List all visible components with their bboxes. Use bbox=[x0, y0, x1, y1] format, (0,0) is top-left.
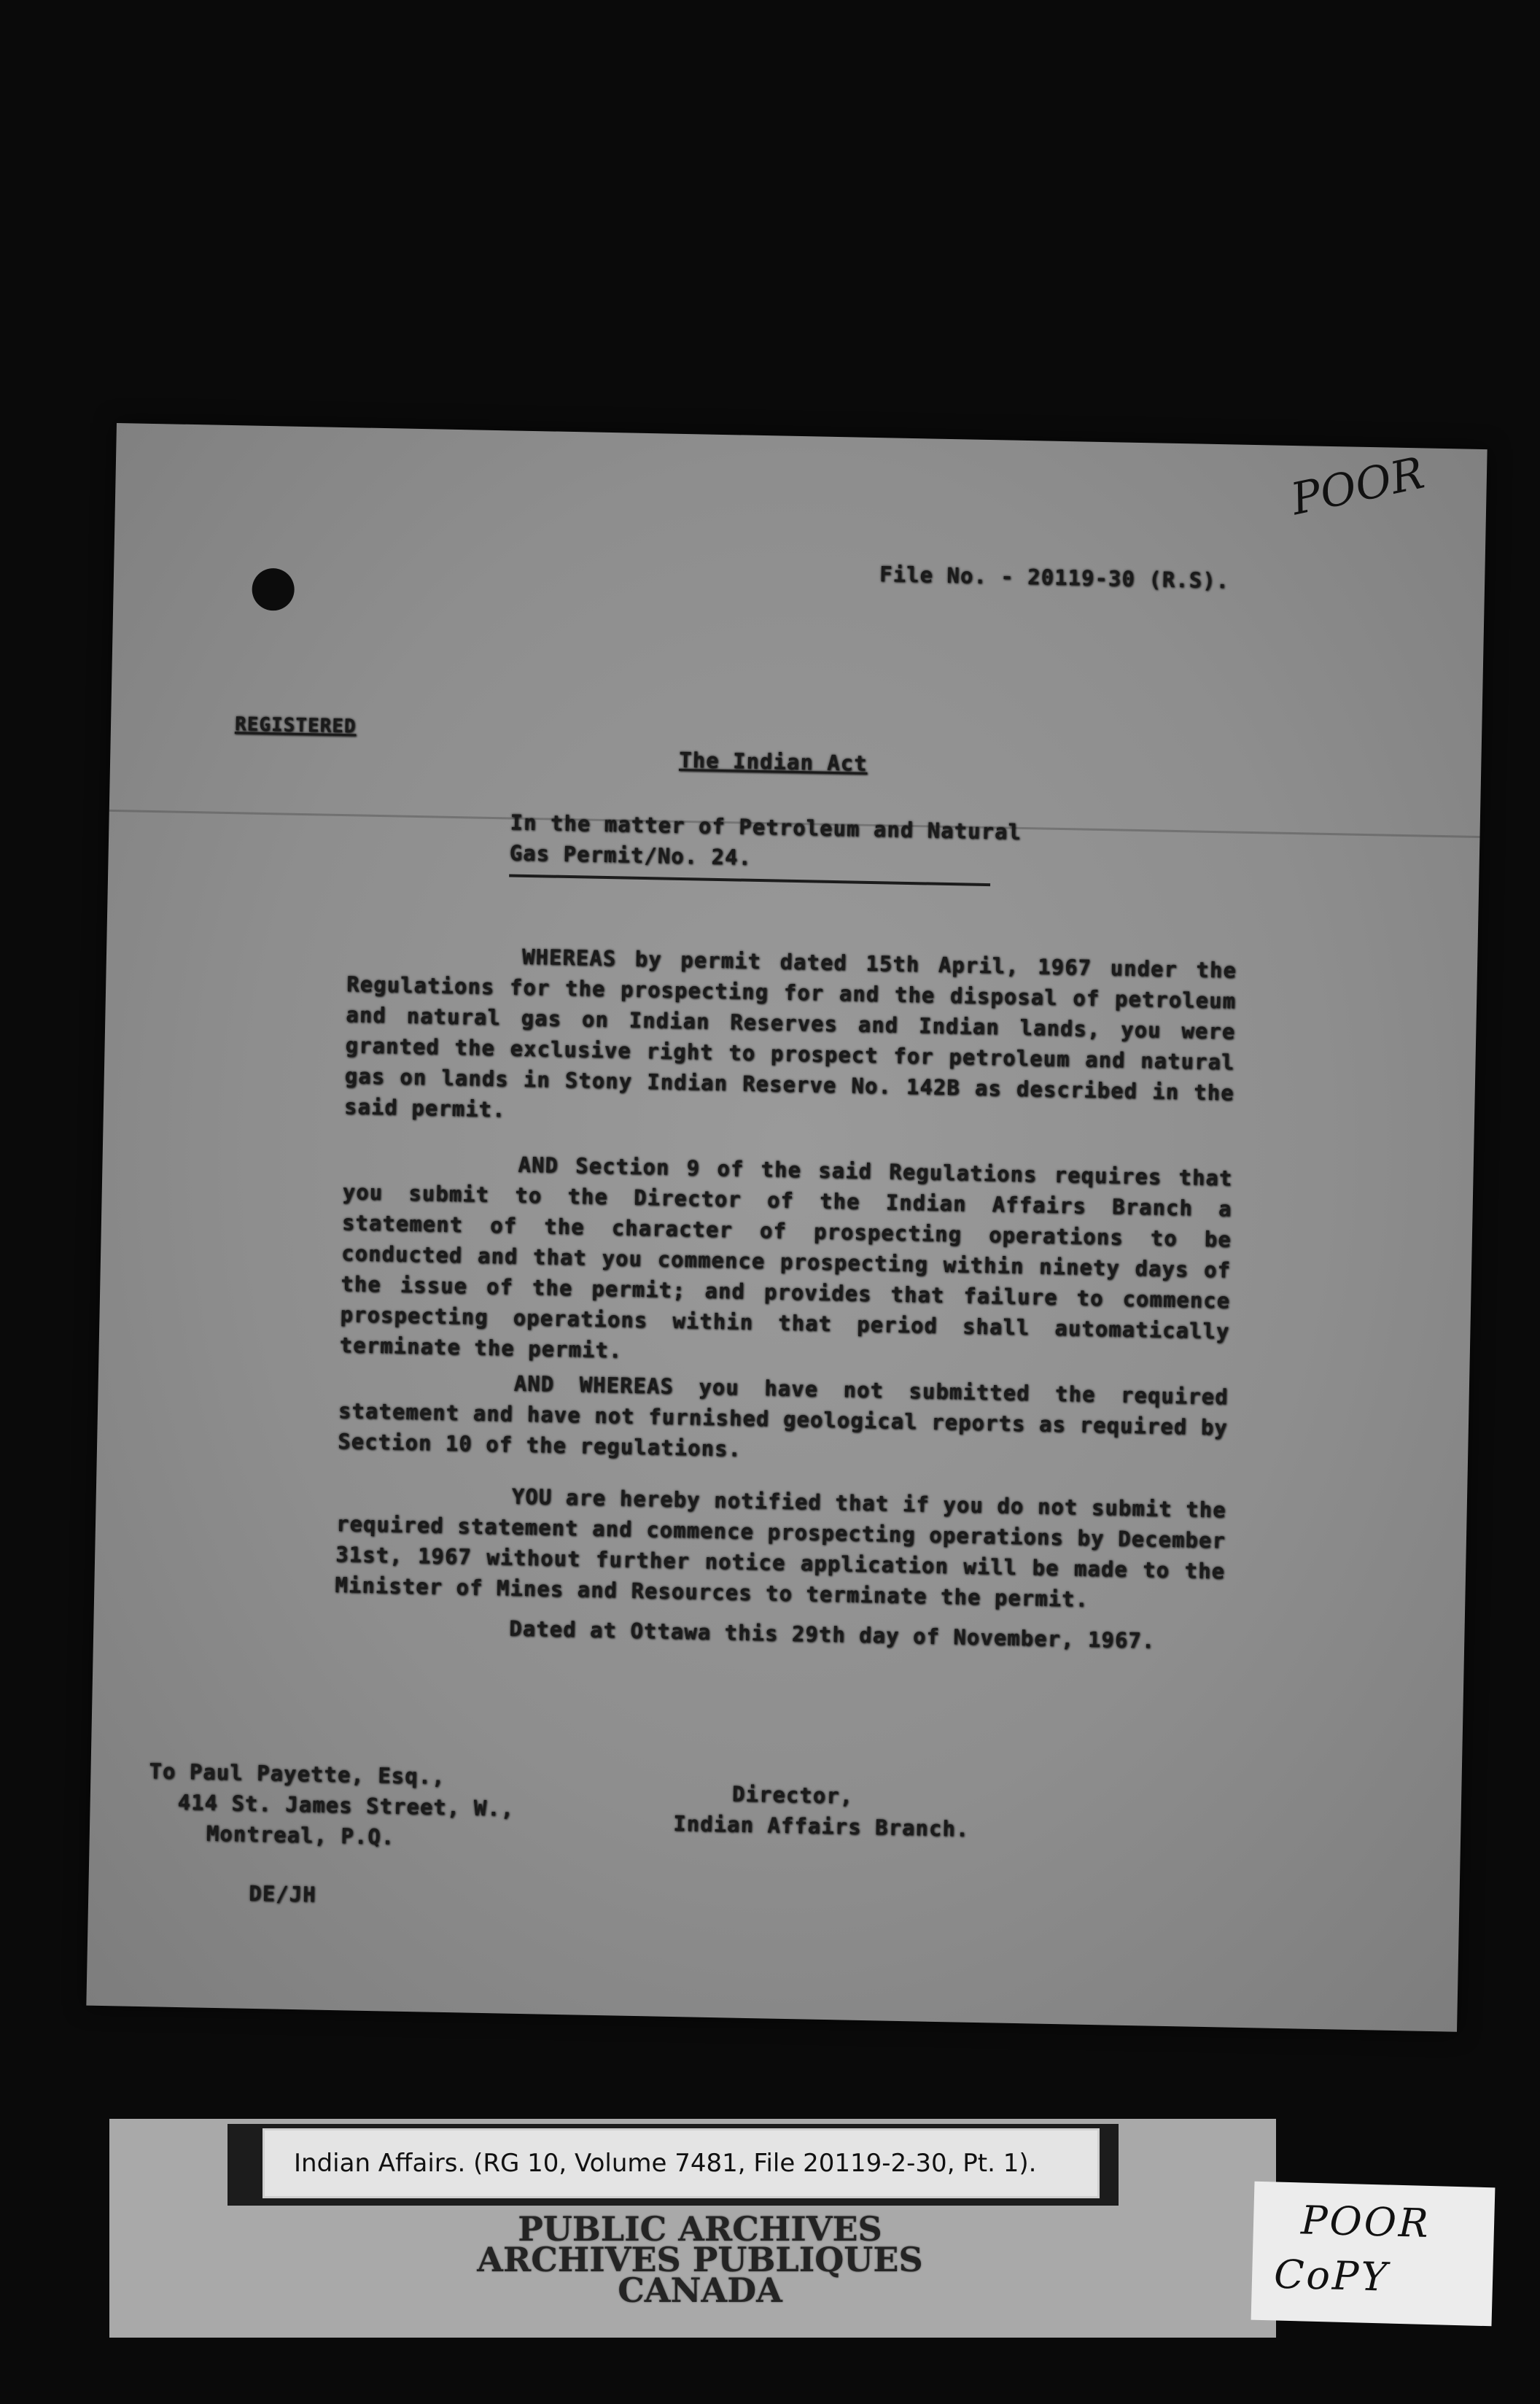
poor-copy-line-2: CoPY bbox=[1273, 2251, 1390, 2300]
archival-reference-label: Indian Affairs. (RG 10, Volume 7481, File 20119-2-30, Pt. 1). bbox=[262, 2128, 1100, 2198]
punch-hole bbox=[252, 568, 295, 611]
addressee-line-2: 414 St. James Street, W., bbox=[177, 1789, 515, 1821]
addressee-line-1: To Paul Payette, Esq., bbox=[149, 1759, 446, 1789]
typed-letter-page bbox=[86, 423, 1487, 2032]
archives-line-2: ARCHIVES PUBLIQUES bbox=[477, 2240, 923, 2279]
paragraph-notice: YOU are hereby notified that if you do not submit the required statement and commence prospecting operations by December 31st, 1967 without further notice application will be made to the Minister of Mines and Resources to terminate the permit. bbox=[335, 1484, 1226, 1612]
paragraph-and-whereas: AND WHEREAS you have not submitted the required statement and have not furnished geological reports as required by Section 10 of the regulations. bbox=[337, 1370, 1229, 1462]
matter-underline bbox=[509, 874, 990, 886]
matter-line-1: In the matter of Petroleum and Natural bbox=[510, 810, 1022, 845]
addressee-line-3: Montreal, P.Q. bbox=[206, 1821, 395, 1850]
stamp-label: REGISTERED bbox=[234, 713, 357, 738]
paragraph-section-9: AND Section 9 of the said Regulations requires that you submit to the Director of the Indian Affairs Branch a statement of the character of prospecting operations to be conducted and that you commence prospecting within ninety days of the issue of the permit; and provides that failure to commence prospecting operations within that period shall automatically terminate the permit. bbox=[339, 1152, 1233, 1363]
initials: DE/JH bbox=[249, 1880, 316, 1907]
signature-title: Director, bbox=[731, 1781, 854, 1809]
matter-line-2: Gas Permit/No. 24. bbox=[509, 840, 752, 870]
paragraph-whereas: WHEREAS by permit dated 15th April, 1967 under the Regulations for the prospecting for and the disposal of petroleum and natural gas on Indian Reserves and Indian lands, you were granted the exclusive right to prospect for petroleum and natural gas on lands in Stony Indian Reserve No. 142B as described in the said permit. bbox=[343, 944, 1237, 1122]
file-number: File No. - 20119-30 (R.S). bbox=[879, 562, 1230, 594]
poor-copy-line-1: POOR bbox=[1300, 2197, 1431, 2247]
archives-line-3: CANADA bbox=[618, 2271, 782, 2310]
archives-line-1: PUBLIC ARCHIVES bbox=[518, 2209, 882, 2249]
act-title: The Indian Act bbox=[678, 747, 868, 776]
archives-stamp bbox=[423, 2209, 977, 2310]
poor-copy-note bbox=[1251, 2182, 1496, 2327]
signature-branch: Indian Affairs Branch. bbox=[672, 1811, 970, 1842]
handwritten-note: POOR bbox=[1286, 447, 1429, 526]
dated-line: Dated at Ottawa this 29th day of November, 1967. bbox=[509, 1616, 1156, 1653]
